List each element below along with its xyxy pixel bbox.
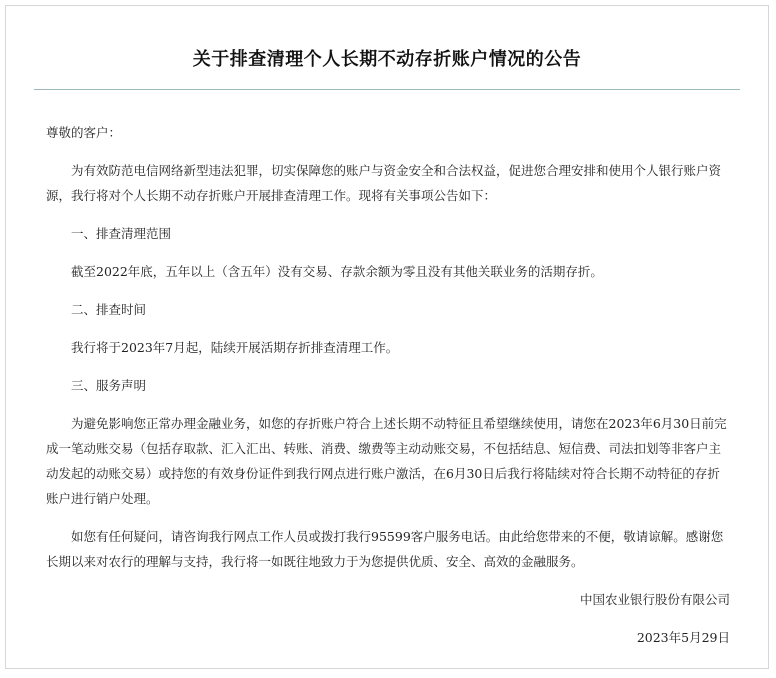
section-body-scope: 截至2022年底，五年以上（含五年）没有交易、存款余额为零且没有其他关联业务的活期存折。 [71, 264, 603, 279]
notice-title: 关于排查清理个人长期不动存折账户情况的公告 [192, 49, 582, 70]
section-body-service: 为避免影响您正常办理金融业务，如您的存折账户符合上述长期不动特征且希望继续使用，请您在2023年6月30日前完成一笔动账交易（包括存取款、汇入汇出、转账、消费、缴费等主动动账交易，不包括结息、短信费、司法扣划等非客户主动发起的动账交易）或持您的有效身份证件到我行网点进行账户激活，在6月30日后我行将陆续对符合长期不动特征的存折账户进行销户处理。 [46, 416, 727, 506]
intro-paragraph: 为有效防范电信网络新型违法犯罪，切实保障您的账户与资金安全和合法权益，促进您合理安排和使用个人银行账户资源，我行将对个人长期不动存折账户开展排查清理工作。现将有关事项公告如下： [46, 163, 722, 203]
signature: 中国农业银行股份有限公司 [579, 592, 730, 607]
salutation: 尊敬的客户： [46, 125, 122, 140]
title-divider [34, 89, 740, 90]
closing-paragraph: 如您有任何疑问，请咨询我行网点工作人员或拨打我行95599客户服务电话。由此给您带来的不便，敬请谅解。感谢您长期以来对农行的理解与支持，我行将一如既往地致力于为您提供优质、安全、高效的金融服务。 [46, 529, 724, 569]
notice-date: 2023年5月29日 [636, 630, 730, 645]
section-body-time: 我行将于2023年7月起，陆续开展活期存折排查清理工作。 [71, 340, 399, 355]
notice-frame [5, 5, 769, 669]
section-heading-service: 三、服务声明 [71, 378, 147, 393]
section-heading-time: 二、排查时间 [71, 302, 147, 317]
section-heading-scope: 一、排查清理范围 [71, 226, 172, 241]
notice-body [46, 120, 732, 650]
